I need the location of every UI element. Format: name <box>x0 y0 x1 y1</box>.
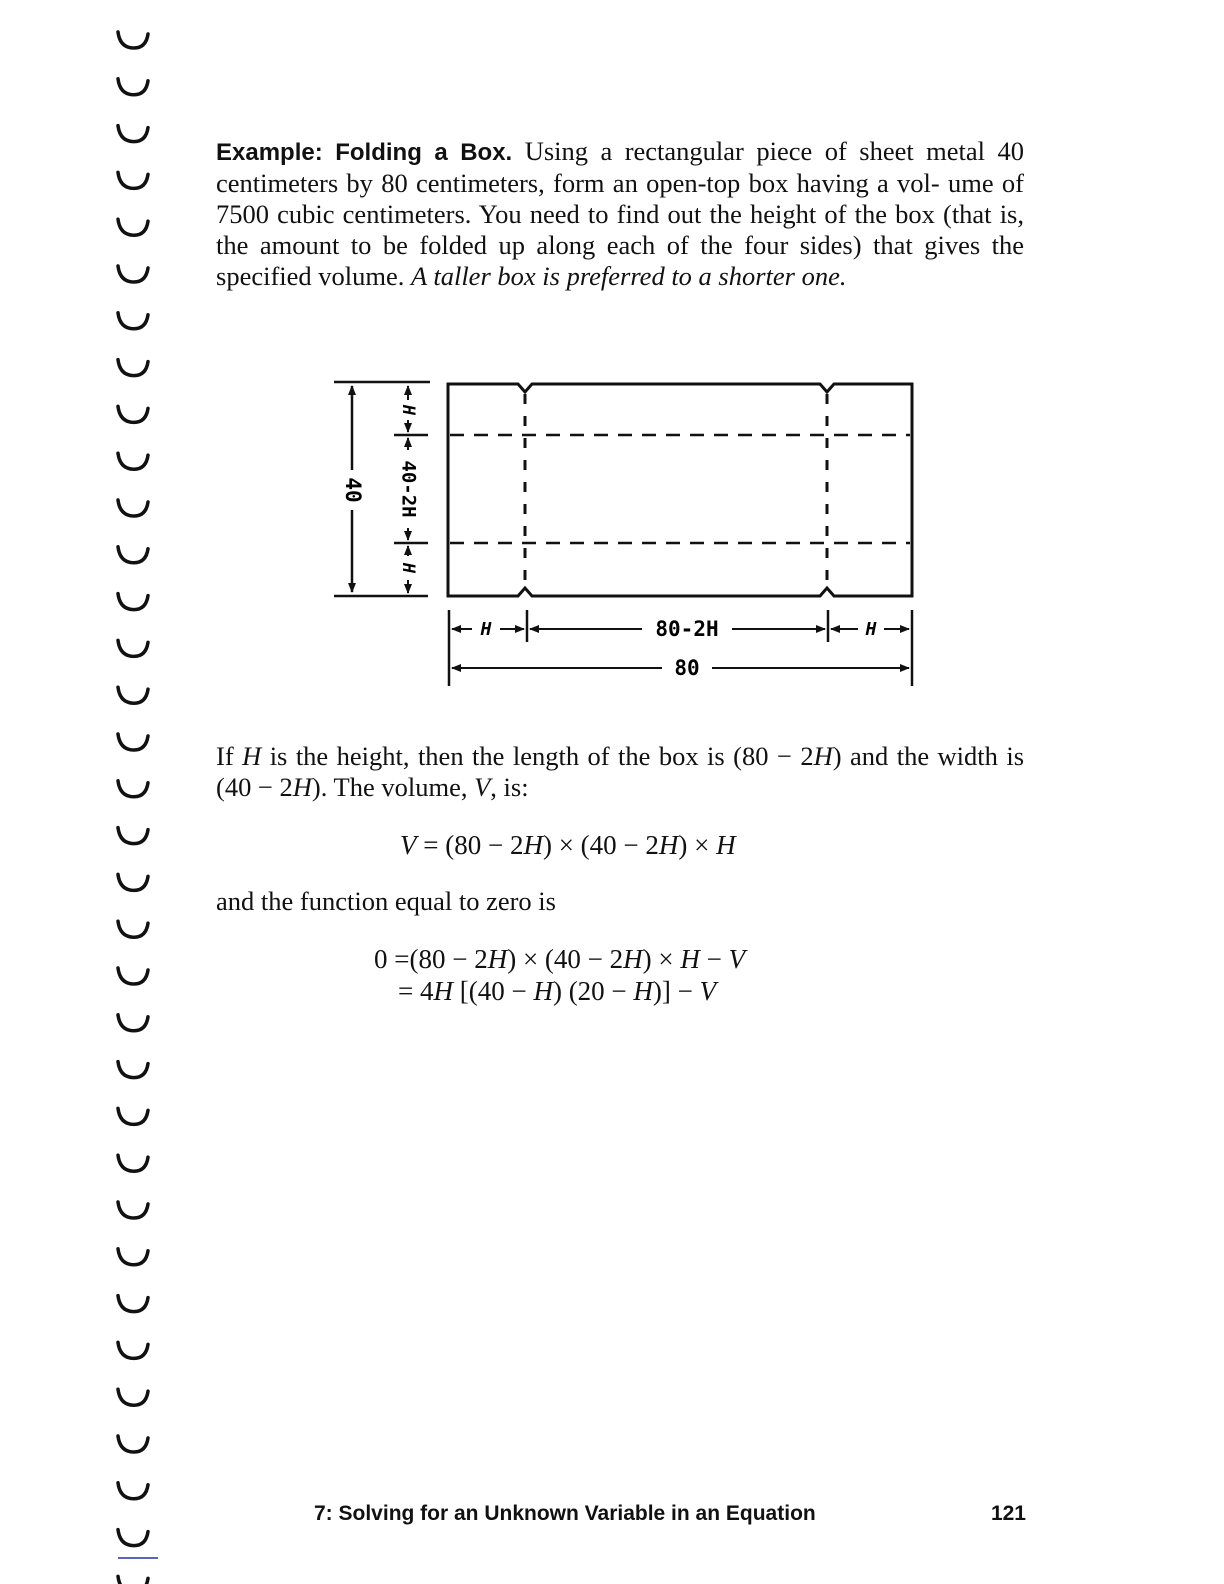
binding-ring-icon <box>118 126 148 142</box>
binding-ring-icon <box>118 594 148 610</box>
para2-text-2: is the height, then the length of the box is (80 − 2 <box>261 741 814 771</box>
binding-ring-icon <box>118 1249 148 1265</box>
eq2-l1-part-c: ) × <box>642 944 681 974</box>
binding-ring-icon <box>118 687 148 703</box>
sheet-outline <box>448 384 912 596</box>
example-heading: Example: Folding a Box. <box>216 139 513 166</box>
para2-text-4: ). The volume, <box>311 772 475 802</box>
example-paragraph <box>216 136 1024 292</box>
height-paragraph <box>216 741 1024 803</box>
para2-text-5: , is: <box>490 772 529 802</box>
eq1-part-b: ) × (40 − 2 <box>542 830 659 860</box>
binding-ring-icon <box>118 1015 148 1031</box>
binding-ring-icon <box>118 172 148 188</box>
eq2-l1-part-a: 0 =(80 − 2 <box>374 944 488 974</box>
eq2-l2-var-h2: H <box>533 976 553 1006</box>
zero-equation-line-2 <box>398 975 716 1007</box>
binding-ring-icon <box>118 640 148 656</box>
binding-ring-icon <box>118 547 148 563</box>
volume-equation <box>400 829 736 861</box>
binding-rings <box>110 18 158 1584</box>
binding-ring-icon <box>118 1342 148 1358</box>
binding-ring-icon <box>118 1155 148 1171</box>
eq1-var-v: V <box>400 830 417 860</box>
eq1-part-c: ) × <box>678 830 717 860</box>
para2-text-1: If <box>216 741 243 771</box>
zero-function-paragraph: and the function equal to zero is <box>216 886 556 916</box>
eq2-l2-part-c: ) (20 − <box>552 976 634 1006</box>
eq2-l2-var-v: V <box>699 976 717 1006</box>
eq1-var-h2: H <box>658 830 679 860</box>
binding-ring-icon <box>118 1576 148 1584</box>
binding-ring-icon <box>118 1296 148 1312</box>
binding-ring-icon <box>118 1389 148 1405</box>
eq2-l1-var-h3: H <box>680 944 700 974</box>
eq2-l2-part-b: [(40 − <box>452 976 534 1006</box>
page-number: 121 <box>990 1502 1026 1525</box>
eq2-l1-var-h2: H <box>623 944 643 974</box>
zero-equation-line-1 <box>374 943 745 975</box>
label-40-2h: 40-2H <box>397 460 420 518</box>
label-h-bottom: H <box>398 562 418 574</box>
eq2-l1-var-h1: H <box>487 944 508 974</box>
binding-ring-icon <box>118 1062 148 1078</box>
para2-var-v: V <box>474 772 491 802</box>
binding-ring-icon <box>118 968 148 984</box>
para2-text-3: ) and the width is (40 − 2 <box>216 741 1025 802</box>
label-h-left: H <box>480 619 492 640</box>
example-italic-text: A taller box is preferred to a shorter one. <box>411 261 847 291</box>
label-80: 80 <box>674 656 700 680</box>
chapter-title: 7: Solving for an Unknown Variable in an Equation <box>314 1502 816 1525</box>
spiral-binding <box>110 18 158 1584</box>
binding-ring-icon <box>118 360 148 376</box>
eq1-var-h1: H <box>523 830 543 860</box>
box-folding-diagram <box>320 370 940 700</box>
label-h-top: H <box>398 404 418 416</box>
example-text: Using a rectangular piece of sheet metal 40 centimeters by 80 centimeters, form an open-top box having a vol- ume of 7500 cubic centimeters. You need to find out the height of the box (that is, the amount to be folded up along each of the four sides) that gives the specified volume. <box>216 136 1024 291</box>
binding-ring-icon <box>118 219 148 235</box>
binding-ring-icon <box>118 1483 148 1499</box>
para2-var-h1: H <box>242 741 262 771</box>
para2-var-h3: H <box>292 772 312 802</box>
binding-ring-icon <box>118 781 148 797</box>
eq2-l2-part-a: = 4 <box>398 976 434 1006</box>
eq1-part-a: = (80 − 2 <box>416 830 524 860</box>
binding-ring-icon <box>118 921 148 937</box>
eq1-var-h3: H <box>716 830 736 860</box>
binding-ring-icon <box>118 1202 148 1218</box>
eq2-l1-var-v: V <box>728 944 746 974</box>
binding-ring-icon <box>118 828 148 844</box>
para2-var-h2: H <box>813 741 833 771</box>
binding-ring-icon <box>118 1108 148 1124</box>
binding-ring-icon <box>118 313 148 329</box>
diagram-svg <box>320 370 940 700</box>
eq2-l2-var-h1: H <box>433 976 453 1006</box>
binding-ring-icon <box>118 874 148 890</box>
binding-ring-icon <box>118 1530 148 1546</box>
binding-ring-icon <box>118 32 148 48</box>
binding-ring-icon <box>118 453 148 469</box>
label-h-right: H <box>865 619 877 640</box>
eq2-l2-var-h3: H <box>633 976 653 1006</box>
eq2-l1-part-d: − <box>699 944 729 974</box>
binding-ring-icon <box>118 500 148 516</box>
binding-ring-icon <box>118 1436 148 1452</box>
binding-ring-icon <box>118 734 148 750</box>
binding-ring-icon <box>118 406 148 422</box>
label-80-2h: 80-2H <box>655 617 719 641</box>
binding-ring-icon <box>118 266 148 282</box>
eq2-l2-part-d: )] − <box>652 976 700 1006</box>
eq2-l1-part-b: ) × (40 − 2 <box>507 944 624 974</box>
label-40-vertical: 40 <box>341 477 365 503</box>
binding-ring-icon <box>118 79 148 95</box>
